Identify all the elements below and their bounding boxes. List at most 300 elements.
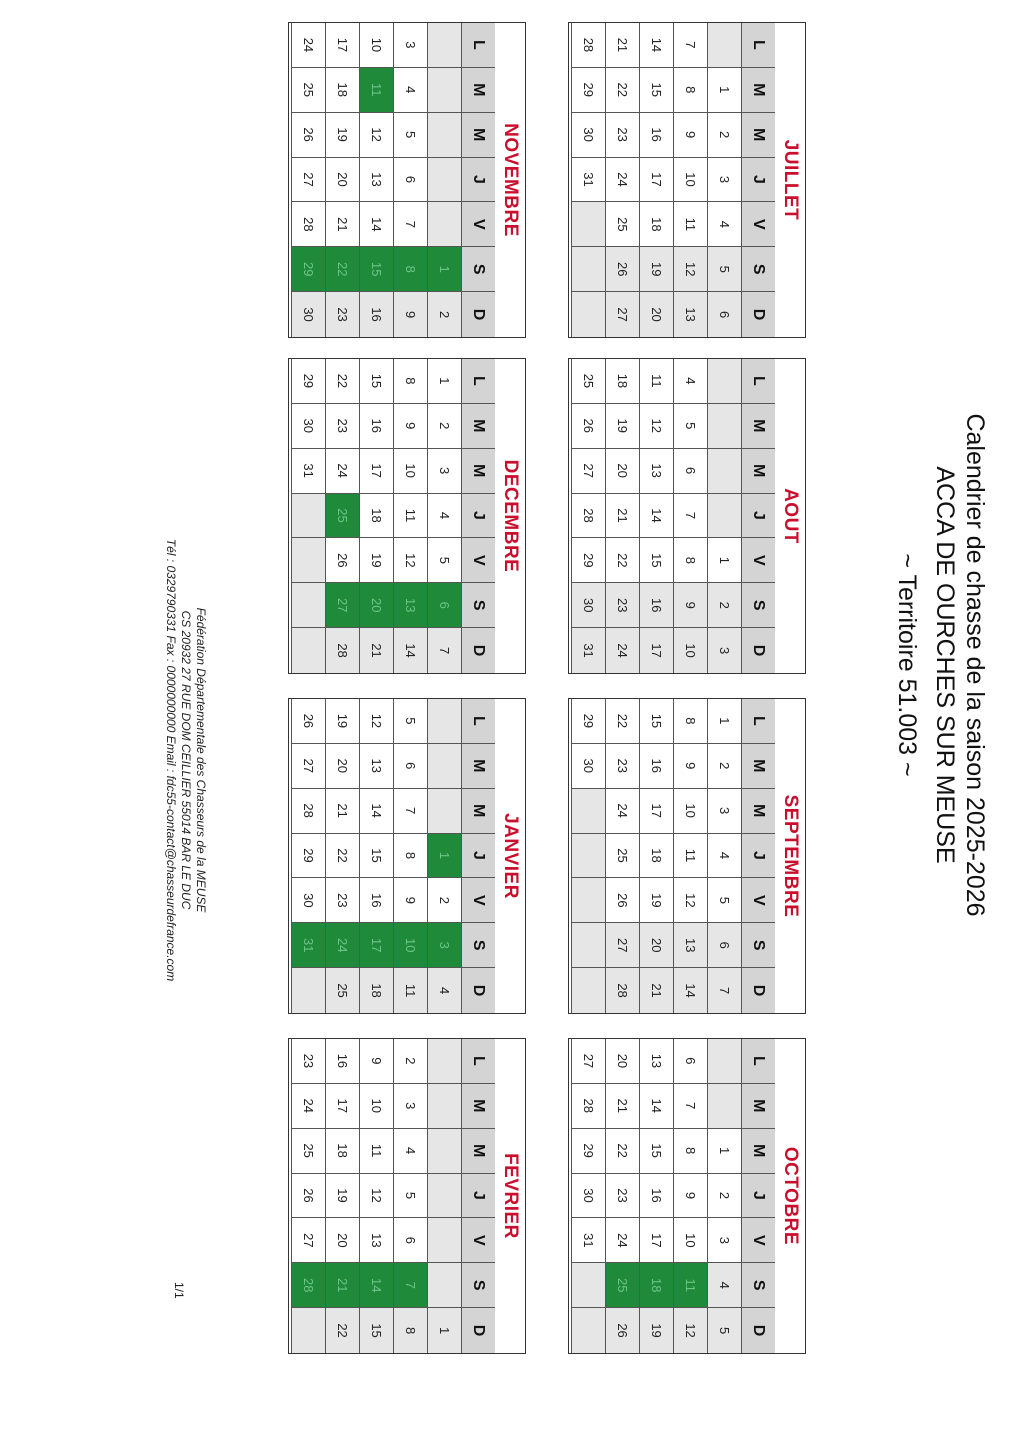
day-cell: 30 [571, 1174, 605, 1219]
day-cell: 5 [707, 1308, 741, 1353]
day-cell: 20 [605, 449, 639, 494]
weekday-header: M [741, 1084, 775, 1129]
day-cell: 3 [707, 789, 741, 834]
weekday-header: S [741, 1263, 775, 1308]
day-cell: 27 [605, 292, 639, 337]
day-cell: 10 [673, 158, 707, 203]
hunt-day-cell: 13 [393, 583, 427, 628]
empty-day-cell [571, 1308, 605, 1353]
month-name: FEVRIER [500, 1153, 521, 1239]
hunt-day-cell: 6 [427, 583, 461, 628]
day-cell: 20 [325, 158, 359, 203]
day-cell: 29 [571, 1129, 605, 1174]
month-name: AOUT [780, 488, 801, 544]
weekday-header: V [741, 1218, 775, 1263]
day-cell: 6 [707, 292, 741, 337]
hunt-day-cell: 1 [427, 834, 461, 879]
weekday-header: L [741, 23, 775, 68]
day-cell: 14 [673, 968, 707, 1013]
day-cell: 17 [639, 628, 673, 673]
day-cell: 30 [291, 292, 325, 337]
day-cell: 16 [359, 878, 393, 923]
day-cell: 6 [393, 1218, 427, 1263]
day-cell: 22 [605, 1129, 639, 1174]
day-cell: 5 [393, 1174, 427, 1219]
weekday-header: M [461, 113, 495, 158]
hunt-day-cell: 17 [359, 923, 393, 968]
day-cell: 10 [673, 789, 707, 834]
weekday-header: L [741, 699, 775, 744]
day-cell: 14 [639, 23, 673, 68]
day-cell: 6 [393, 744, 427, 789]
day-cell: 23 [605, 583, 639, 628]
day-cell: 22 [605, 699, 639, 744]
day-cell: 4 [427, 494, 461, 539]
day-cell: 13 [673, 923, 707, 968]
weekday-header: D [461, 1308, 495, 1353]
empty-day-cell [707, 1039, 741, 1084]
day-cell: 19 [639, 878, 673, 923]
footer-line-3: Tél : 0329790331 Fax : 0000000000 Email : fdc55-contact@chasseurdefrance.com [164, 538, 178, 982]
hunt-day-cell: 25 [605, 1263, 639, 1308]
day-cell: 19 [639, 247, 673, 292]
day-cell: 18 [325, 1129, 359, 1174]
day-cell: 28 [571, 494, 605, 539]
empty-day-cell [427, 699, 461, 744]
day-cell: 7 [393, 202, 427, 247]
day-cell: 25 [325, 968, 359, 1013]
day-cell: 4 [707, 1263, 741, 1308]
day-cell: 19 [325, 113, 359, 158]
day-cell: 6 [393, 158, 427, 203]
day-cell: 27 [571, 449, 605, 494]
day-cell: 26 [291, 699, 325, 744]
weekday-header: D [741, 292, 775, 337]
weekday-header: D [461, 628, 495, 673]
day-cell: 7 [673, 23, 707, 68]
day-cell: 2 [393, 1039, 427, 1084]
weekday-header: S [741, 583, 775, 628]
hunt-day-cell: 22 [325, 247, 359, 292]
day-cell: 15 [359, 834, 393, 879]
day-cell: 14 [359, 202, 393, 247]
month-grid [291, 23, 495, 337]
month-grid [571, 1039, 775, 1353]
month-grid [571, 23, 775, 337]
day-cell: 17 [639, 789, 673, 834]
title-line-2: ACCA DE OURCHES SUR MEUSE [931, 466, 959, 864]
hunt-day-cell: 27 [325, 583, 359, 628]
day-cell: 24 [605, 158, 639, 203]
day-cell: 11 [393, 494, 427, 539]
weekday-header: M [461, 404, 495, 449]
day-cell: 29 [291, 359, 325, 404]
day-cell: 22 [325, 359, 359, 404]
hunt-day-cell: 18 [639, 1263, 673, 1308]
day-cell: 9 [359, 1039, 393, 1084]
empty-day-cell [707, 404, 741, 449]
empty-day-cell [427, 1174, 461, 1219]
day-cell: 28 [325, 628, 359, 673]
day-cell: 13 [673, 292, 707, 337]
day-cell: 16 [639, 744, 673, 789]
weekday-header: J [741, 1174, 775, 1219]
hunt-day-cell: 20 [359, 583, 393, 628]
day-cell: 2 [707, 1174, 741, 1219]
day-cell: 9 [393, 404, 427, 449]
month-name: JUILLET [780, 139, 801, 221]
empty-day-cell [291, 583, 325, 628]
hunt-day-cell: 28 [291, 1263, 325, 1308]
day-cell: 4 [427, 968, 461, 1013]
day-cell: 16 [325, 1039, 359, 1084]
day-cell: 31 [291, 449, 325, 494]
day-cell: 14 [639, 494, 673, 539]
day-cell: 16 [639, 583, 673, 628]
weekday-header: V [741, 202, 775, 247]
day-cell: 26 [605, 878, 639, 923]
day-cell: 2 [707, 744, 741, 789]
weekday-header: S [461, 1263, 495, 1308]
day-cell: 25 [291, 68, 325, 113]
day-cell: 25 [605, 202, 639, 247]
empty-day-cell [707, 1084, 741, 1129]
empty-day-cell [707, 23, 741, 68]
empty-day-cell [427, 1218, 461, 1263]
month-grid [291, 1039, 495, 1353]
weekday-header: S [461, 583, 495, 628]
day-cell: 12 [673, 878, 707, 923]
empty-day-cell [427, 158, 461, 203]
empty-day-cell [571, 292, 605, 337]
day-cell: 15 [639, 538, 673, 583]
day-cell: 27 [605, 923, 639, 968]
day-cell: 20 [639, 292, 673, 337]
day-cell: 25 [291, 1129, 325, 1174]
day-cell: 21 [605, 23, 639, 68]
month-novembre [288, 22, 526, 338]
day-cell: 4 [707, 834, 741, 879]
day-cell: 28 [605, 968, 639, 1013]
weekday-header: L [461, 1039, 495, 1084]
day-cell: 16 [639, 1174, 673, 1219]
weekday-header: V [461, 878, 495, 923]
month-grid [571, 699, 775, 1013]
weekday-header: S [741, 923, 775, 968]
weekday-header: D [461, 292, 495, 337]
empty-day-cell [571, 834, 605, 879]
empty-day-cell [571, 789, 605, 834]
month-name: SEPTEMBRE [780, 794, 801, 918]
hunt-day-cell: 10 [393, 923, 427, 968]
day-cell: 6 [673, 1039, 707, 1084]
day-cell: 26 [325, 538, 359, 583]
day-cell: 18 [639, 834, 673, 879]
weekday-header: J [741, 834, 775, 879]
day-cell: 5 [707, 247, 741, 292]
day-cell: 20 [605, 1039, 639, 1084]
day-cell: 19 [359, 538, 393, 583]
month-fevrier [288, 1038, 526, 1354]
day-cell: 9 [393, 292, 427, 337]
day-cell: 1 [707, 68, 741, 113]
month-name: NOVEMBRE [500, 123, 521, 237]
hunt-day-cell: 21 [325, 1263, 359, 1308]
empty-day-cell [427, 1084, 461, 1129]
weekday-header: L [741, 359, 775, 404]
day-cell: 6 [707, 923, 741, 968]
day-cell: 26 [605, 247, 639, 292]
month-aout [568, 358, 806, 674]
day-cell: 11 [673, 834, 707, 879]
day-cell: 21 [359, 628, 393, 673]
day-cell: 26 [605, 1308, 639, 1353]
weekday-header: M [741, 789, 775, 834]
weekday-header: V [741, 538, 775, 583]
hunt-day-cell: 29 [291, 247, 325, 292]
footer-line-2: CS 20932 27 RUE DOM CEILLIER 55014 BAR LE DUC [179, 610, 193, 910]
weekday-header: D [741, 1308, 775, 1353]
day-cell: 21 [639, 968, 673, 1013]
day-cell: 3 [707, 1218, 741, 1263]
day-cell: 30 [291, 404, 325, 449]
day-cell: 17 [359, 449, 393, 494]
day-cell: 28 [571, 1084, 605, 1129]
day-cell: 21 [325, 789, 359, 834]
weekday-header: M [461, 1084, 495, 1129]
day-cell: 23 [291, 1039, 325, 1084]
empty-day-cell [427, 789, 461, 834]
month-grid [291, 359, 495, 673]
weekday-header: M [461, 789, 495, 834]
weekday-header: S [461, 923, 495, 968]
day-cell: 16 [639, 113, 673, 158]
day-cell: 13 [359, 158, 393, 203]
day-cell: 26 [291, 113, 325, 158]
empty-day-cell [427, 1039, 461, 1084]
day-cell: 22 [605, 68, 639, 113]
empty-day-cell [427, 744, 461, 789]
day-cell: 19 [325, 1174, 359, 1219]
weekday-header: J [741, 158, 775, 203]
day-cell: 7 [393, 789, 427, 834]
day-cell: 22 [325, 1308, 359, 1353]
empty-day-cell [707, 449, 741, 494]
weekday-header: D [461, 968, 495, 1013]
day-cell: 12 [639, 404, 673, 449]
weekday-header: V [741, 878, 775, 923]
day-cell: 5 [393, 699, 427, 744]
day-cell: 9 [673, 583, 707, 628]
day-cell: 14 [359, 789, 393, 834]
month-juillet [568, 22, 806, 338]
empty-day-cell [707, 359, 741, 404]
day-cell: 5 [707, 878, 741, 923]
day-cell: 8 [393, 1308, 427, 1353]
weekday-header: M [461, 449, 495, 494]
day-cell: 13 [359, 1218, 393, 1263]
day-cell: 23 [325, 878, 359, 923]
day-cell: 14 [393, 628, 427, 673]
weekday-header: J [741, 494, 775, 539]
page-number: 1/1 [172, 1282, 186, 1299]
day-cell: 27 [291, 744, 325, 789]
day-cell: 8 [673, 699, 707, 744]
empty-day-cell [571, 1263, 605, 1308]
day-cell: 17 [325, 1084, 359, 1129]
day-cell: 3 [393, 23, 427, 68]
hunt-day-cell: 11 [359, 68, 393, 113]
month-decembre [288, 358, 526, 674]
day-cell: 28 [291, 789, 325, 834]
day-cell: 15 [359, 359, 393, 404]
day-cell: 25 [571, 359, 605, 404]
day-cell: 1 [707, 699, 741, 744]
month-septembre [568, 698, 806, 1014]
day-cell: 21 [605, 494, 639, 539]
day-cell: 11 [359, 1129, 393, 1174]
day-cell: 7 [427, 628, 461, 673]
title-line-3: ~ Territoire 51.003 ~ [893, 553, 921, 777]
day-cell: 23 [605, 113, 639, 158]
hunt-day-cell: 15 [359, 247, 393, 292]
day-cell: 2 [427, 404, 461, 449]
day-cell: 31 [571, 628, 605, 673]
weekday-header: M [461, 68, 495, 113]
day-cell: 30 [571, 583, 605, 628]
day-cell: 3 [393, 1084, 427, 1129]
day-cell: 12 [359, 1174, 393, 1219]
month-name: DECEMBRE [500, 459, 521, 573]
day-cell: 24 [605, 1218, 639, 1263]
day-cell: 21 [605, 1084, 639, 1129]
day-cell: 15 [639, 68, 673, 113]
weekday-header: M [741, 1129, 775, 1174]
weekday-header: L [741, 1039, 775, 1084]
empty-day-cell [291, 968, 325, 1013]
page-title [890, 365, 990, 965]
day-cell: 17 [325, 23, 359, 68]
month-grid [291, 699, 495, 1013]
hunt-day-cell: 31 [291, 923, 325, 968]
day-cell: 1 [427, 1308, 461, 1353]
day-cell: 24 [291, 23, 325, 68]
empty-day-cell [427, 113, 461, 158]
day-cell: 5 [673, 404, 707, 449]
day-cell: 15 [359, 1308, 393, 1353]
day-cell: 23 [325, 292, 359, 337]
day-cell: 26 [571, 404, 605, 449]
day-cell: 17 [639, 158, 673, 203]
day-cell: 26 [291, 1174, 325, 1219]
hunt-day-cell: 8 [393, 247, 427, 292]
weekday-header: S [461, 247, 495, 292]
weekday-header: V [461, 202, 495, 247]
day-cell: 10 [359, 23, 393, 68]
hunt-day-cell: 24 [325, 923, 359, 968]
day-cell: 29 [571, 538, 605, 583]
day-cell: 27 [291, 1218, 325, 1263]
day-cell: 24 [325, 449, 359, 494]
day-cell: 23 [605, 1174, 639, 1219]
day-cell: 20 [639, 923, 673, 968]
empty-day-cell [571, 202, 605, 247]
day-cell: 11 [393, 968, 427, 1013]
day-cell: 18 [605, 359, 639, 404]
day-cell: 3 [707, 158, 741, 203]
day-cell: 2 [427, 878, 461, 923]
day-cell: 11 [673, 202, 707, 247]
weekday-header: L [461, 23, 495, 68]
weekday-header: V [461, 538, 495, 583]
day-cell: 31 [571, 158, 605, 203]
day-cell: 1 [707, 538, 741, 583]
empty-day-cell [571, 878, 605, 923]
month-name: OCTOBRE [780, 1146, 801, 1246]
day-cell: 31 [571, 1218, 605, 1263]
day-cell: 2 [707, 583, 741, 628]
weekday-header: D [741, 628, 775, 673]
day-cell: 10 [673, 628, 707, 673]
month-name: JANVIER [500, 813, 521, 899]
hunt-day-cell: 1 [427, 247, 461, 292]
weekday-header: D [741, 968, 775, 1013]
day-cell: 4 [393, 68, 427, 113]
empty-day-cell [571, 923, 605, 968]
day-cell: 7 [673, 1084, 707, 1129]
day-cell: 8 [673, 68, 707, 113]
day-cell: 24 [605, 789, 639, 834]
day-cell: 12 [359, 113, 393, 158]
day-cell: 2 [427, 292, 461, 337]
weekday-header: M [461, 744, 495, 789]
day-cell: 20 [325, 1218, 359, 1263]
weekday-header: J [461, 494, 495, 539]
day-cell: 15 [639, 1129, 673, 1174]
weekday-header: S [741, 247, 775, 292]
empty-day-cell [427, 68, 461, 113]
title-line-1: Calendrier de chasse de la saison 2025-2026 [961, 413, 989, 917]
empty-day-cell [291, 1308, 325, 1353]
day-cell: 24 [605, 628, 639, 673]
footer-line-1: Fédération Départementale des Chasseurs de la MEUSE [194, 607, 208, 913]
day-cell: 28 [571, 23, 605, 68]
hunt-day-cell: 7 [393, 1263, 427, 1308]
day-cell: 3 [707, 628, 741, 673]
day-cell: 18 [325, 68, 359, 113]
weekday-header: M [741, 449, 775, 494]
day-cell: 12 [393, 538, 427, 583]
day-cell: 8 [393, 359, 427, 404]
day-cell: 10 [393, 449, 427, 494]
weekday-header: J [461, 1174, 495, 1219]
day-cell: 18 [639, 202, 673, 247]
day-cell: 4 [707, 202, 741, 247]
empty-day-cell [291, 628, 325, 673]
day-cell: 5 [393, 113, 427, 158]
weekday-header: M [741, 404, 775, 449]
day-cell: 9 [393, 878, 427, 923]
day-cell: 13 [359, 744, 393, 789]
footer [163, 480, 208, 1040]
weekday-header: J [461, 834, 495, 879]
day-cell: 30 [571, 113, 605, 158]
day-cell: 29 [571, 68, 605, 113]
day-cell: 8 [673, 1129, 707, 1174]
day-cell: 15 [639, 699, 673, 744]
hunt-day-cell: 25 [325, 494, 359, 539]
day-cell: 12 [673, 1308, 707, 1353]
